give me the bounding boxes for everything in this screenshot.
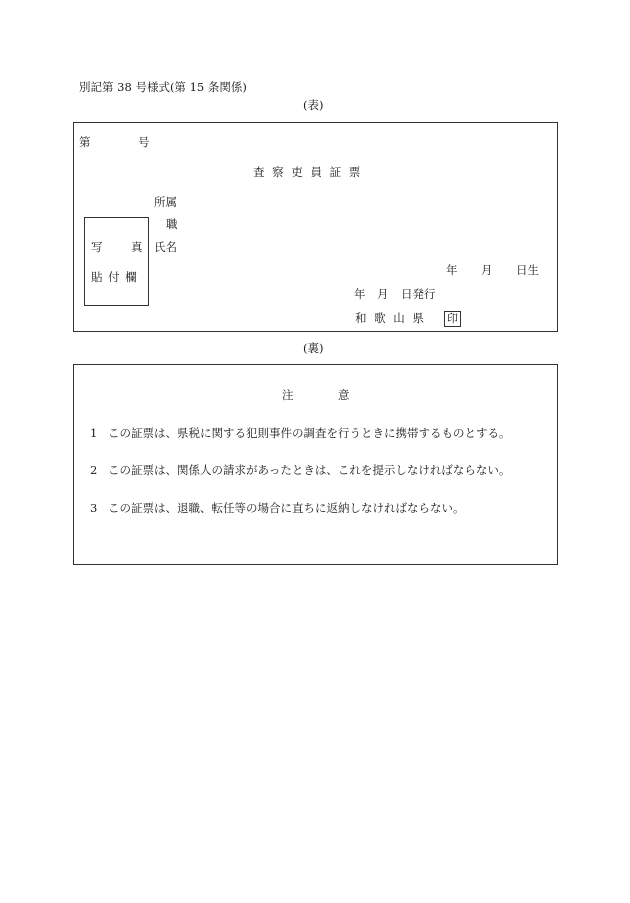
issue-month: 月 xyxy=(377,287,389,301)
note-2-text: この証票は、関係人の請求があったときは、これを提示しなければならない。 xyxy=(108,463,511,477)
seal-mark: 印 xyxy=(444,311,461,327)
photo-text-1a: 写 xyxy=(91,240,103,254)
position-label: 職 xyxy=(166,217,178,231)
front-label: (表) xyxy=(303,98,324,112)
issuer: 和 歌 山 県 xyxy=(355,311,426,325)
note-2-number: 2 xyxy=(90,463,98,477)
name-label: 氏名 xyxy=(154,240,177,254)
note-1-text: この証票は、県税に関する犯則事件の調査を行うときに携帯するものとする。 xyxy=(108,426,511,440)
affiliation-label: 所属 xyxy=(154,195,177,209)
issue-day: 日発行 xyxy=(401,287,436,301)
birth-month: 月 xyxy=(481,263,493,277)
note-3-text: この証票は、退職、転任等の場合に直ちに返納しなければならない。 xyxy=(108,501,465,515)
back-label: (裏) xyxy=(303,341,324,355)
birth-year: 年 xyxy=(446,263,458,277)
photo-text-1b: 真 xyxy=(131,240,143,254)
notice-title-b: 意 xyxy=(338,388,350,402)
issue-year: 年 xyxy=(354,287,366,301)
card-title: 査 察 吏 員 証 票 xyxy=(253,165,363,179)
note-1-number: 1 xyxy=(90,426,98,440)
photo-text-2: 貼 付 欄 xyxy=(91,270,138,284)
number-prefix: 第 xyxy=(79,135,91,149)
notice-title-a: 注 xyxy=(282,388,294,402)
form-number: 別記第 38 号様式(第 15 条関係) xyxy=(79,80,247,94)
birth-day: 日生 xyxy=(516,263,539,277)
photo-box xyxy=(84,217,149,306)
number-suffix: 号 xyxy=(138,135,150,149)
note-3-number: 3 xyxy=(90,501,98,515)
